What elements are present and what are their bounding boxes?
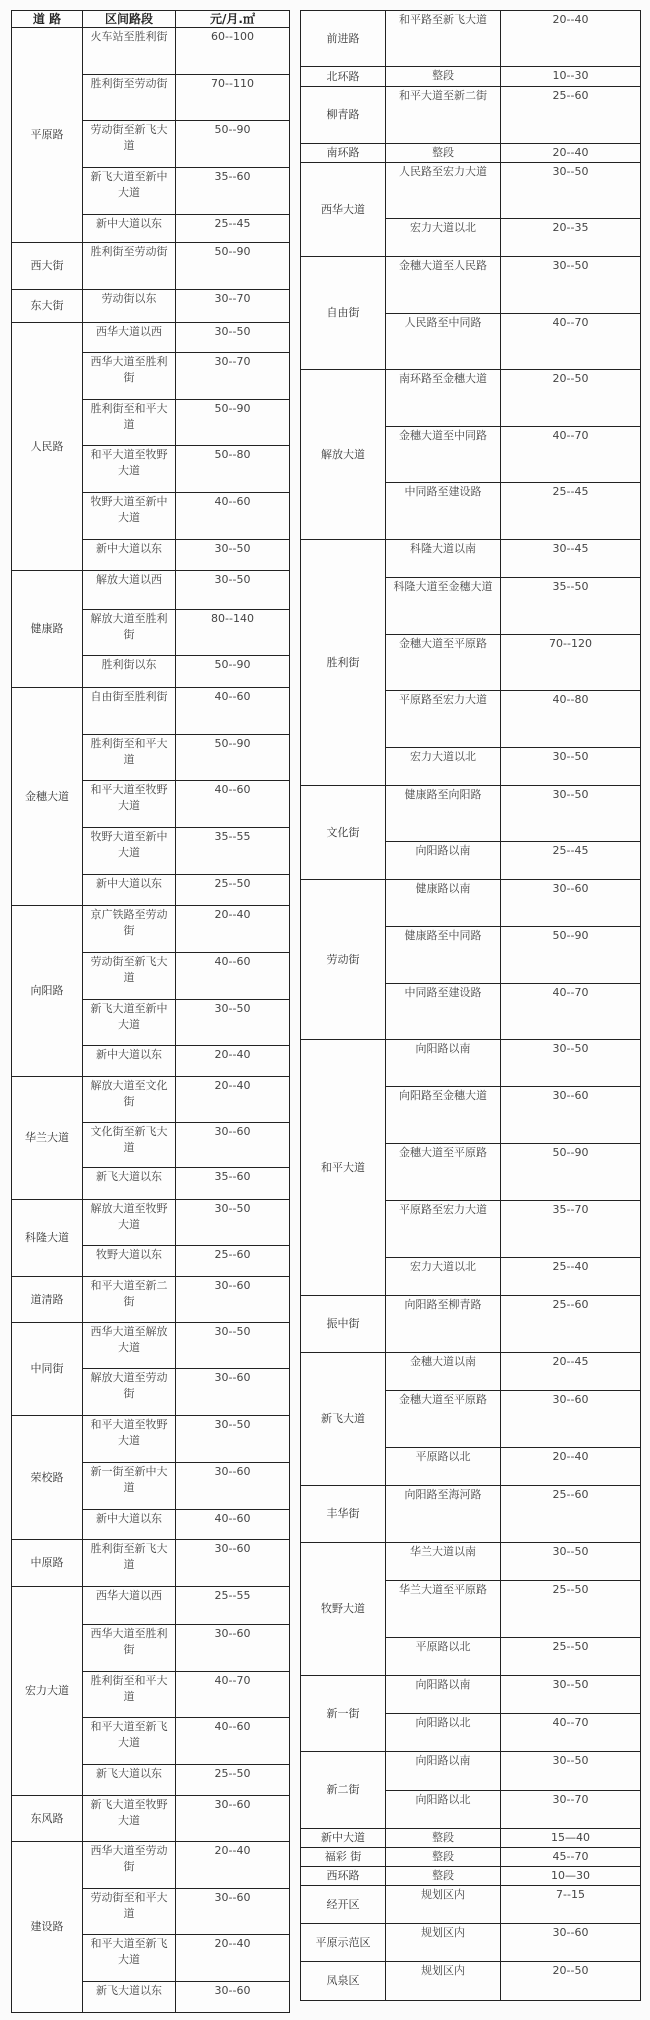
road-name-cell: 解放大道 <box>301 370 386 540</box>
segment-cell: 劳动街以东 <box>83 290 176 323</box>
table-row <box>301 1752 641 1791</box>
price-cell: 50--90 <box>501 927 641 984</box>
price-cell: 30--60 <box>176 1796 290 1842</box>
segment-cell: 和平大道至牧野大道 <box>83 446 176 493</box>
price-cell: 30--60 <box>501 1391 641 1448</box>
segment-cell: 胜利街至劳动街 <box>83 243 176 290</box>
segment-cell: 新一街至新中大道 <box>83 1463 176 1510</box>
segment-cell: 科隆大道至金穗大道 <box>386 578 501 635</box>
road-name-cell: 东大街 <box>12 290 83 323</box>
price-cell: 30--60 <box>501 1924 641 1962</box>
segment-cell: 西华大道以西 <box>83 323 176 353</box>
table-row <box>301 1962 641 2001</box>
segment-cell: 向阳路以南 <box>386 1752 501 1791</box>
segment-cell: 西华大道至劳动街 <box>83 1842 176 1889</box>
price-cell: 20--40 <box>501 11 641 67</box>
segment-cell: 中同路至建设路 <box>386 984 501 1040</box>
price-cell: 20--40 <box>501 144 641 163</box>
segment-cell: 牧野大道至新中大道 <box>83 828 176 875</box>
table-row <box>12 243 290 290</box>
segment-cell: 健康路以南 <box>386 880 501 927</box>
price-cell: 80--140 <box>176 610 290 656</box>
table-row <box>12 1077 290 1123</box>
price-cell: 30--70 <box>501 1791 641 1829</box>
price-cell: 50--90 <box>176 735 290 781</box>
price-cell: 25--50 <box>176 1765 290 1796</box>
price-cell: 50--90 <box>176 656 290 688</box>
price-cell: 20--40 <box>176 1935 290 1982</box>
table-row <box>301 144 641 163</box>
table-row <box>12 290 290 323</box>
price-cell: 60--100 <box>176 28 290 75</box>
price-cell: 30--50 <box>501 1543 641 1581</box>
segment-cell: 向阳路以北 <box>386 1791 501 1829</box>
segment-cell: 牧野大道至新中大道 <box>83 493 176 540</box>
price-cell: 30--60 <box>176 1463 290 1510</box>
segment-cell: 科隆大道以南 <box>386 540 501 578</box>
segment-cell: 和平大道至牧野大道 <box>83 1416 176 1463</box>
table-row <box>301 1676 641 1714</box>
road-name-cell: 荣校路 <box>12 1416 83 1540</box>
price-cell: 30--60 <box>501 1087 641 1144</box>
table-row <box>301 1924 641 1962</box>
segment-cell: 劳动街至新飞大道 <box>83 121 176 168</box>
price-cell: 30--60 <box>501 880 641 927</box>
price-cell: 30--50 <box>501 1040 641 1087</box>
segment-cell: 胜利街以东 <box>83 656 176 688</box>
price-cell: 35--50 <box>501 578 641 635</box>
price-cell: 25--60 <box>176 1246 290 1277</box>
price-cell: 30--50 <box>176 1416 290 1463</box>
road-name-cell: 前进路 <box>301 11 386 67</box>
table-row <box>301 67 641 87</box>
table-row <box>301 87 641 144</box>
price-cell: 30--60 <box>176 1123 290 1168</box>
segment-cell: 西华大道以西 <box>83 1587 176 1625</box>
price-cell: 40--60 <box>176 953 290 1000</box>
segment-cell: 解放大道至牧野大道 <box>83 1200 176 1246</box>
price-cell: 40--60 <box>176 781 290 828</box>
price-cell: 20--40 <box>501 1448 641 1486</box>
segment-cell: 整段 <box>386 144 501 163</box>
price-cell: 40--70 <box>501 1714 641 1752</box>
price-cell: 30--50 <box>176 540 290 571</box>
segment-cell: 金穗大道至中同路 <box>386 427 501 483</box>
segment-cell: 规划区内 <box>386 1924 501 1962</box>
road-name-cell: 西华大道 <box>301 163 386 257</box>
price-cell: 25--50 <box>501 1638 641 1676</box>
road-name-cell: 华兰大道 <box>12 1077 83 1200</box>
price-cell: 30--50 <box>501 1676 641 1714</box>
segment-cell: 健康路至中同路 <box>386 927 501 984</box>
segment-cell: 新飞大道以东 <box>83 1168 176 1200</box>
price-cell: 20--40 <box>176 906 290 953</box>
segment-cell: 宏力大道以北 <box>386 1258 501 1296</box>
table-row <box>301 11 641 67</box>
price-cell: 25--45 <box>501 483 641 540</box>
table-row <box>12 1842 290 1889</box>
table-row <box>301 1543 641 1581</box>
table-row <box>12 1587 290 1625</box>
price-cell: 30--50 <box>176 1323 290 1369</box>
segment-cell: 新中大道以东 <box>83 875 176 906</box>
road-name-cell: 西大街 <box>12 243 83 290</box>
segment-cell: 金穗大道以南 <box>386 1353 501 1391</box>
road-name-cell: 柳青路 <box>301 87 386 144</box>
price-cell: 30--50 <box>176 571 290 610</box>
segment-cell: 平原路以北 <box>386 1638 501 1676</box>
price-cell: 25--50 <box>176 875 290 906</box>
segment-cell: 向阳路至柳青路 <box>386 1296 501 1353</box>
price-cell: 45--70 <box>501 1848 641 1867</box>
segment-cell: 向阳路以北 <box>386 1714 501 1752</box>
segment-cell: 胜利街至和平大道 <box>83 400 176 446</box>
road-name-cell: 文化街 <box>301 786 386 880</box>
road-name-cell: 中同街 <box>12 1323 83 1416</box>
price-cell: 50--90 <box>176 121 290 168</box>
price-cell: 20--40 <box>176 1842 290 1889</box>
price-cell: 30--70 <box>176 290 290 323</box>
road-name-cell: 新飞大道 <box>301 1353 386 1486</box>
segment-cell: 向阳路以南 <box>386 1040 501 1087</box>
road-name-cell: 凤泉区 <box>301 1962 386 2001</box>
segment-cell: 新中大道以东 <box>83 215 176 243</box>
segment-cell: 西华大道至胜利街 <box>83 1625 176 1672</box>
table-row <box>12 571 290 610</box>
price-cell: 40--60 <box>176 493 290 540</box>
segment-cell: 和平大道至新飞大道 <box>83 1935 176 1982</box>
table-row <box>301 1848 641 1867</box>
table-row <box>12 1323 290 1369</box>
segment-cell: 京广铁路至劳动街 <box>83 906 176 953</box>
table-row <box>12 1277 290 1323</box>
price-cell: 40--70 <box>501 984 641 1040</box>
price-cell: 30--50 <box>501 1752 641 1791</box>
price-cell: 30--70 <box>176 353 290 400</box>
road-name-cell: 平原路 <box>12 28 83 243</box>
price-cell: 30--50 <box>501 257 641 314</box>
price-cell: 50--90 <box>501 1144 641 1201</box>
segment-cell: 平原路以北 <box>386 1448 501 1486</box>
table-row <box>12 1416 290 1463</box>
segment-cell: 规划区内 <box>386 1962 501 2001</box>
price-cell: 30--50 <box>501 786 641 842</box>
segment-cell: 新中大道以东 <box>83 1510 176 1540</box>
table-row <box>301 1353 641 1391</box>
price-cell: 25--60 <box>501 1486 641 1543</box>
table-row <box>12 323 290 353</box>
price-cell: 35--55 <box>176 828 290 875</box>
segment-cell: 人民路至中同路 <box>386 314 501 370</box>
table-row <box>301 786 641 842</box>
price-cell: 25--45 <box>176 215 290 243</box>
price-cell: 40--70 <box>176 1672 290 1718</box>
price-cell: 70--110 <box>176 75 290 121</box>
segment-cell: 劳动街至新飞大道 <box>83 953 176 1000</box>
price-cell: 30--50 <box>176 1000 290 1046</box>
road-name-cell: 牧野大道 <box>301 1543 386 1676</box>
road-name-cell: 自由街 <box>301 257 386 370</box>
price-cell: 35--60 <box>176 1168 290 1200</box>
segment-cell: 宏力大道以北 <box>386 219 501 257</box>
price-cell: 40--70 <box>501 427 641 483</box>
price-cell: 50--80 <box>176 446 290 493</box>
road-name-cell: 和平大道 <box>301 1040 386 1296</box>
segment-cell: 解放大道以西 <box>83 571 176 610</box>
price-cell: 30--60 <box>176 1277 290 1323</box>
road-name-cell: 宏力大道 <box>12 1587 83 1796</box>
price-cell: 10--30 <box>501 67 641 87</box>
road-name-cell: 北环路 <box>301 67 386 87</box>
segment-cell: 华兰大道至平原路 <box>386 1581 501 1638</box>
table-body-left <box>12 28 290 2013</box>
segment-cell: 向阳路至海河路 <box>386 1486 501 1543</box>
road-name-cell: 道清路 <box>12 1277 83 1323</box>
price-cell: 40--60 <box>176 1718 290 1765</box>
segment-cell: 向阳路以南 <box>386 1676 501 1714</box>
price-cell: 30--50 <box>176 323 290 353</box>
segment-cell: 解放大道至胜利街 <box>83 610 176 656</box>
road-name-cell: 东风路 <box>12 1796 83 1842</box>
table-row <box>12 28 290 75</box>
segment-cell: 和平大道至新飞大道 <box>83 1718 176 1765</box>
segment-cell: 健康路至向阳路 <box>386 786 501 842</box>
price-cell: 40--60 <box>176 1510 290 1540</box>
segment-cell: 金穗大道至平原路 <box>386 1144 501 1201</box>
price-cell: 35--60 <box>176 168 290 215</box>
table-header-row <box>12 11 290 28</box>
price-cell: 30--45 <box>501 540 641 578</box>
segment-cell: 解放大道至劳动街 <box>83 1369 176 1416</box>
segment-cell: 新飞大道至新中大道 <box>83 168 176 215</box>
price-cell: 30--60 <box>176 1625 290 1672</box>
segment-cell: 新飞大道至牧野大道 <box>83 1796 176 1842</box>
segment-cell: 火车站至胜利街 <box>83 28 176 75</box>
segment-cell: 向阳路至金穗大道 <box>386 1087 501 1144</box>
road-name-cell: 金穗大道 <box>12 688 83 906</box>
rent-table-left <box>11 10 290 2013</box>
table-row <box>301 1867 641 1886</box>
segment-cell: 新中大道以东 <box>83 540 176 571</box>
segment-cell: 胜利街至劳动街 <box>83 75 176 121</box>
segment-cell: 整段 <box>386 1829 501 1848</box>
road-name-cell: 南环路 <box>301 144 386 163</box>
price-cell: 15—40 <box>501 1829 641 1848</box>
segment-cell: 宏力大道以北 <box>386 748 501 786</box>
segment-cell: 新飞大道以东 <box>83 1765 176 1796</box>
segment-cell: 人民路至宏力大道 <box>386 163 501 219</box>
road-name-cell: 振中街 <box>301 1296 386 1353</box>
price-cell: 25--40 <box>501 1258 641 1296</box>
price-cell: 30--60 <box>176 1369 290 1416</box>
segment-cell: 南环路至金穗大道 <box>386 370 501 427</box>
table-row <box>12 1796 290 1842</box>
road-name-cell: 西环路 <box>301 1867 386 1886</box>
segment-cell: 向阳路以南 <box>386 842 501 880</box>
segment-cell: 平原路至宏力大道 <box>386 691 501 748</box>
price-cell: 50--90 <box>176 243 290 290</box>
table-row <box>301 1829 641 1848</box>
segment-cell: 和平路至新飞大道 <box>386 11 501 67</box>
price-cell: 40--60 <box>176 688 290 735</box>
table-row <box>12 1540 290 1587</box>
price-cell: 30--50 <box>501 748 641 786</box>
road-name-cell: 健康路 <box>12 571 83 688</box>
segment-cell: 解放大道至文化街 <box>83 1077 176 1123</box>
price-cell: 50--90 <box>176 400 290 446</box>
table-row <box>12 906 290 953</box>
segment-cell: 金穗大道至人民路 <box>386 257 501 314</box>
table-row <box>301 257 641 314</box>
table-row <box>301 1296 641 1353</box>
table-row <box>301 540 641 578</box>
table-row <box>301 1040 641 1087</box>
segment-cell: 整段 <box>386 1867 501 1886</box>
road-name-cell: 福彩 街 <box>301 1848 386 1867</box>
segment-cell: 文化街至新飞大道 <box>83 1123 176 1168</box>
header-segment: 区间路段 <box>83 11 176 28</box>
road-name-cell: 科隆大道 <box>12 1200 83 1277</box>
road-name-cell: 人民路 <box>12 323 83 571</box>
road-name-cell: 新一街 <box>301 1676 386 1752</box>
segment-cell: 和平大道至新二街 <box>83 1277 176 1323</box>
price-cell: 25--55 <box>176 1587 290 1625</box>
road-name-cell: 丰华街 <box>301 1486 386 1543</box>
price-cell: 30--60 <box>176 1889 290 1935</box>
rent-table-right <box>300 10 641 2001</box>
segment-cell: 新飞大道以东 <box>83 1982 176 2013</box>
segment-cell: 新中大道以东 <box>83 1046 176 1077</box>
road-name-cell: 中原路 <box>12 1540 83 1587</box>
price-cell: 7--15 <box>501 1886 641 1924</box>
price-cell: 40--70 <box>501 314 641 370</box>
table-body-right <box>301 11 641 2001</box>
road-name-cell: 胜利街 <box>301 540 386 786</box>
road-name-cell: 经开区 <box>301 1886 386 1924</box>
segment-cell: 胜利街至和平大道 <box>83 735 176 781</box>
price-cell: 40--80 <box>501 691 641 748</box>
segment-cell: 整段 <box>386 1848 501 1867</box>
price-cell: 20--50 <box>501 370 641 427</box>
segment-cell: 整段 <box>386 67 501 87</box>
segment-cell: 西华大道至解放大道 <box>83 1323 176 1369</box>
price-cell: 30--50 <box>176 1200 290 1246</box>
price-cell: 30--50 <box>501 163 641 219</box>
price-cell: 25--60 <box>501 1296 641 1353</box>
segment-cell: 规划区内 <box>386 1886 501 1924</box>
road-name-cell: 平原示范区 <box>301 1924 386 1962</box>
table-row <box>301 370 641 427</box>
segment-cell: 金穗大道至平原路 <box>386 1391 501 1448</box>
segment-cell: 新飞大道至新中大道 <box>83 1000 176 1046</box>
header-road: 道 路 <box>12 11 83 28</box>
price-cell: 30--60 <box>176 1540 290 1587</box>
price-cell: 25--50 <box>501 1581 641 1638</box>
segment-cell: 华兰大道以南 <box>386 1543 501 1581</box>
price-cell: 10—30 <box>501 1867 641 1886</box>
segment-cell: 和平大道至新二街 <box>386 87 501 144</box>
price-cell: 20--35 <box>501 219 641 257</box>
segment-cell: 平原路至宏力大道 <box>386 1201 501 1258</box>
road-name-cell: 新二街 <box>301 1752 386 1829</box>
price-cell: 20--45 <box>501 1353 641 1391</box>
table-row <box>301 880 641 927</box>
segment-cell: 牧野大道以东 <box>83 1246 176 1277</box>
segment-cell: 自由街至胜利街 <box>83 688 176 735</box>
header-price: 元/月.㎡ <box>176 11 290 28</box>
segment-cell: 中同路至建设路 <box>386 483 501 540</box>
segment-cell: 西华大道至胜利街 <box>83 353 176 400</box>
price-cell: 70--120 <box>501 635 641 691</box>
table-row <box>12 1200 290 1246</box>
segment-cell: 和平大道至牧野大道 <box>83 781 176 828</box>
price-cell: 20--40 <box>176 1046 290 1077</box>
road-name-cell: 新中大道 <box>301 1829 386 1848</box>
table-row <box>12 688 290 735</box>
price-cell: 30--60 <box>176 1982 290 2013</box>
road-name-cell: 劳动街 <box>301 880 386 1040</box>
price-cell: 20--40 <box>176 1077 290 1123</box>
segment-cell: 金穗大道至平原路 <box>386 635 501 691</box>
price-cell: 20--50 <box>501 1962 641 2001</box>
segment-cell: 劳动街至和平大道 <box>83 1889 176 1935</box>
table-row <box>301 1486 641 1543</box>
road-name-cell: 向阳路 <box>12 906 83 1077</box>
price-cell: 25--60 <box>501 87 641 144</box>
table-row <box>301 163 641 219</box>
segment-cell: 胜利街至和平大道 <box>83 1672 176 1718</box>
table-row <box>301 1886 641 1924</box>
segment-cell: 胜利街至新飞大道 <box>83 1540 176 1587</box>
road-name-cell: 建设路 <box>12 1842 83 2013</box>
price-cell: 25--45 <box>501 842 641 880</box>
price-cell: 35--70 <box>501 1201 641 1258</box>
